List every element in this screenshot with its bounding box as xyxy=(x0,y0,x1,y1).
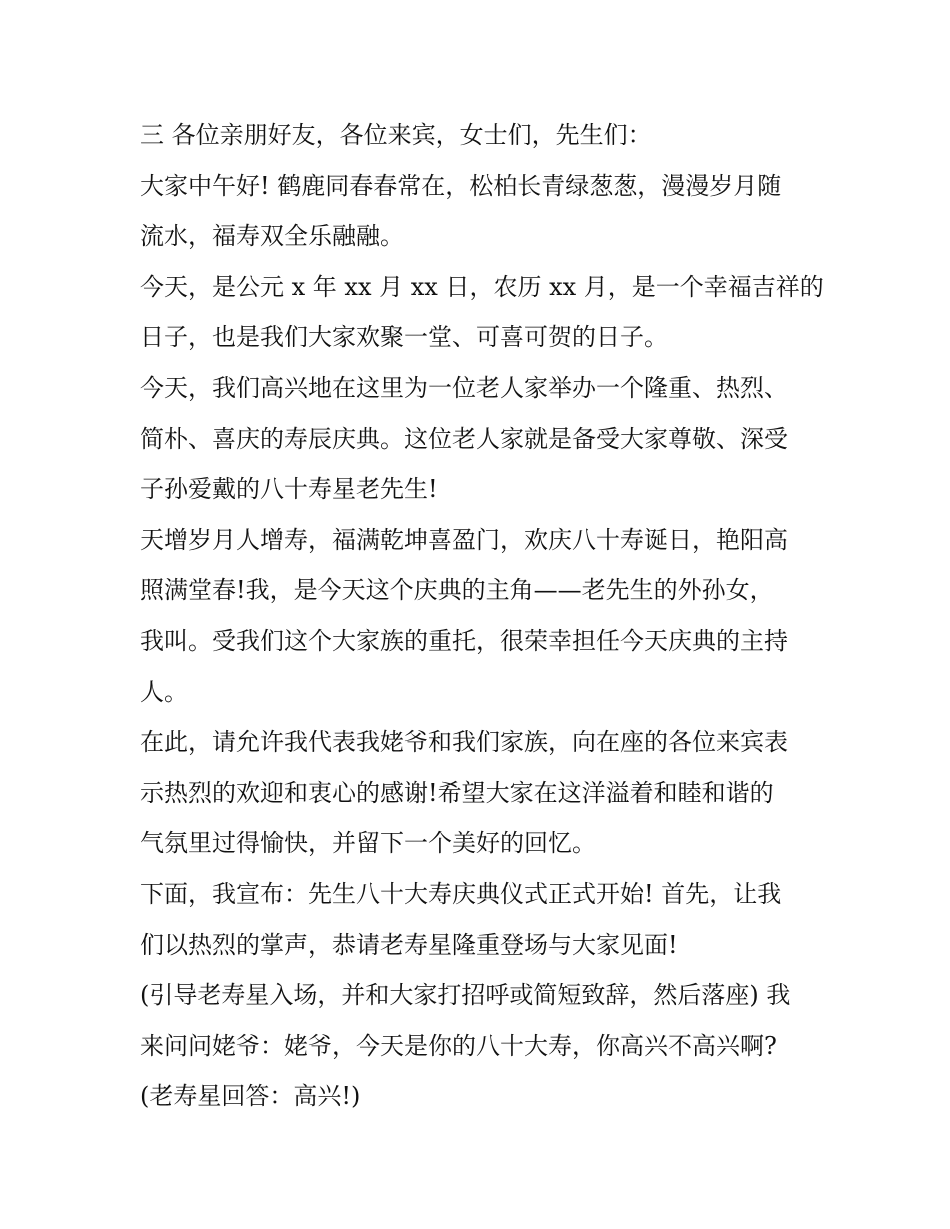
document-body xyxy=(140,110,824,1122)
text-line: (老寿星回答：高兴!) xyxy=(140,1082,361,1111)
text-line: 日子，也是我们大家欢聚一堂、可喜可贺的日子。 xyxy=(140,323,668,352)
text-line: 三 各位亲朋好友，各位来宾，女士们，先生们： xyxy=(140,121,652,149)
text-line: (引导老寿星入场，并和大家打招呼或简短致辞，然后落座) 我 xyxy=(140,981,791,1010)
text-line: 来问问姥爷：姥爷，今天是你的八十大寿，你高兴不高兴啊? xyxy=(140,1031,777,1060)
text-line: 照满堂春!我，是今天这个庆典的主角——老先生的外孙女， xyxy=(140,576,774,605)
text-line: 下面，我宣布：先生八十大寿庆典仪式正式开始! 首先，让我 xyxy=(140,879,782,908)
text-line: 人。 xyxy=(140,677,188,706)
text-line: 们以热烈的掌声，恭请老寿星隆重登场与大家见面! xyxy=(140,930,678,959)
text-line: 今天，是公元 x 年 xx 月 xx 日，农历 xx 月，是一个幸福吉祥的 xyxy=(140,272,824,301)
text-line: 在此，请允许我代表我姥爷和我们家族，向在座的各位来宾表 xyxy=(140,728,788,757)
text-line: 子孙爱戴的八十寿星老先生! xyxy=(140,475,438,504)
text-line: 简朴、喜庆的寿辰庆典。这位老人家就是备受大家尊敬、深受 xyxy=(140,424,788,453)
text-line: 今天，我们高兴地在这里为一位老人家举办一个隆重、热烈、 xyxy=(140,373,788,402)
text-line: 气氛里过得愉快，并留下一个美好的回忆。 xyxy=(140,829,596,858)
text-line: 我叫。受我们这个大家族的重托，很荣幸担任今天庆典的主持 xyxy=(140,626,788,655)
text-line: 天增岁月人增寿，福满乾坤喜盈门，欢庆八十寿诞日，艳阳高 xyxy=(140,525,788,554)
text-line: 流水，福寿双全乐融融。 xyxy=(140,222,404,251)
text-line: 示热烈的欢迎和衷心的感谢!希望大家在这洋溢着和睦和谐的 xyxy=(140,778,774,807)
text-line: 大家中午好! 鹤鹿同春春常在，松柏长青绿葱葱，漫漫岁月随 xyxy=(140,171,782,200)
